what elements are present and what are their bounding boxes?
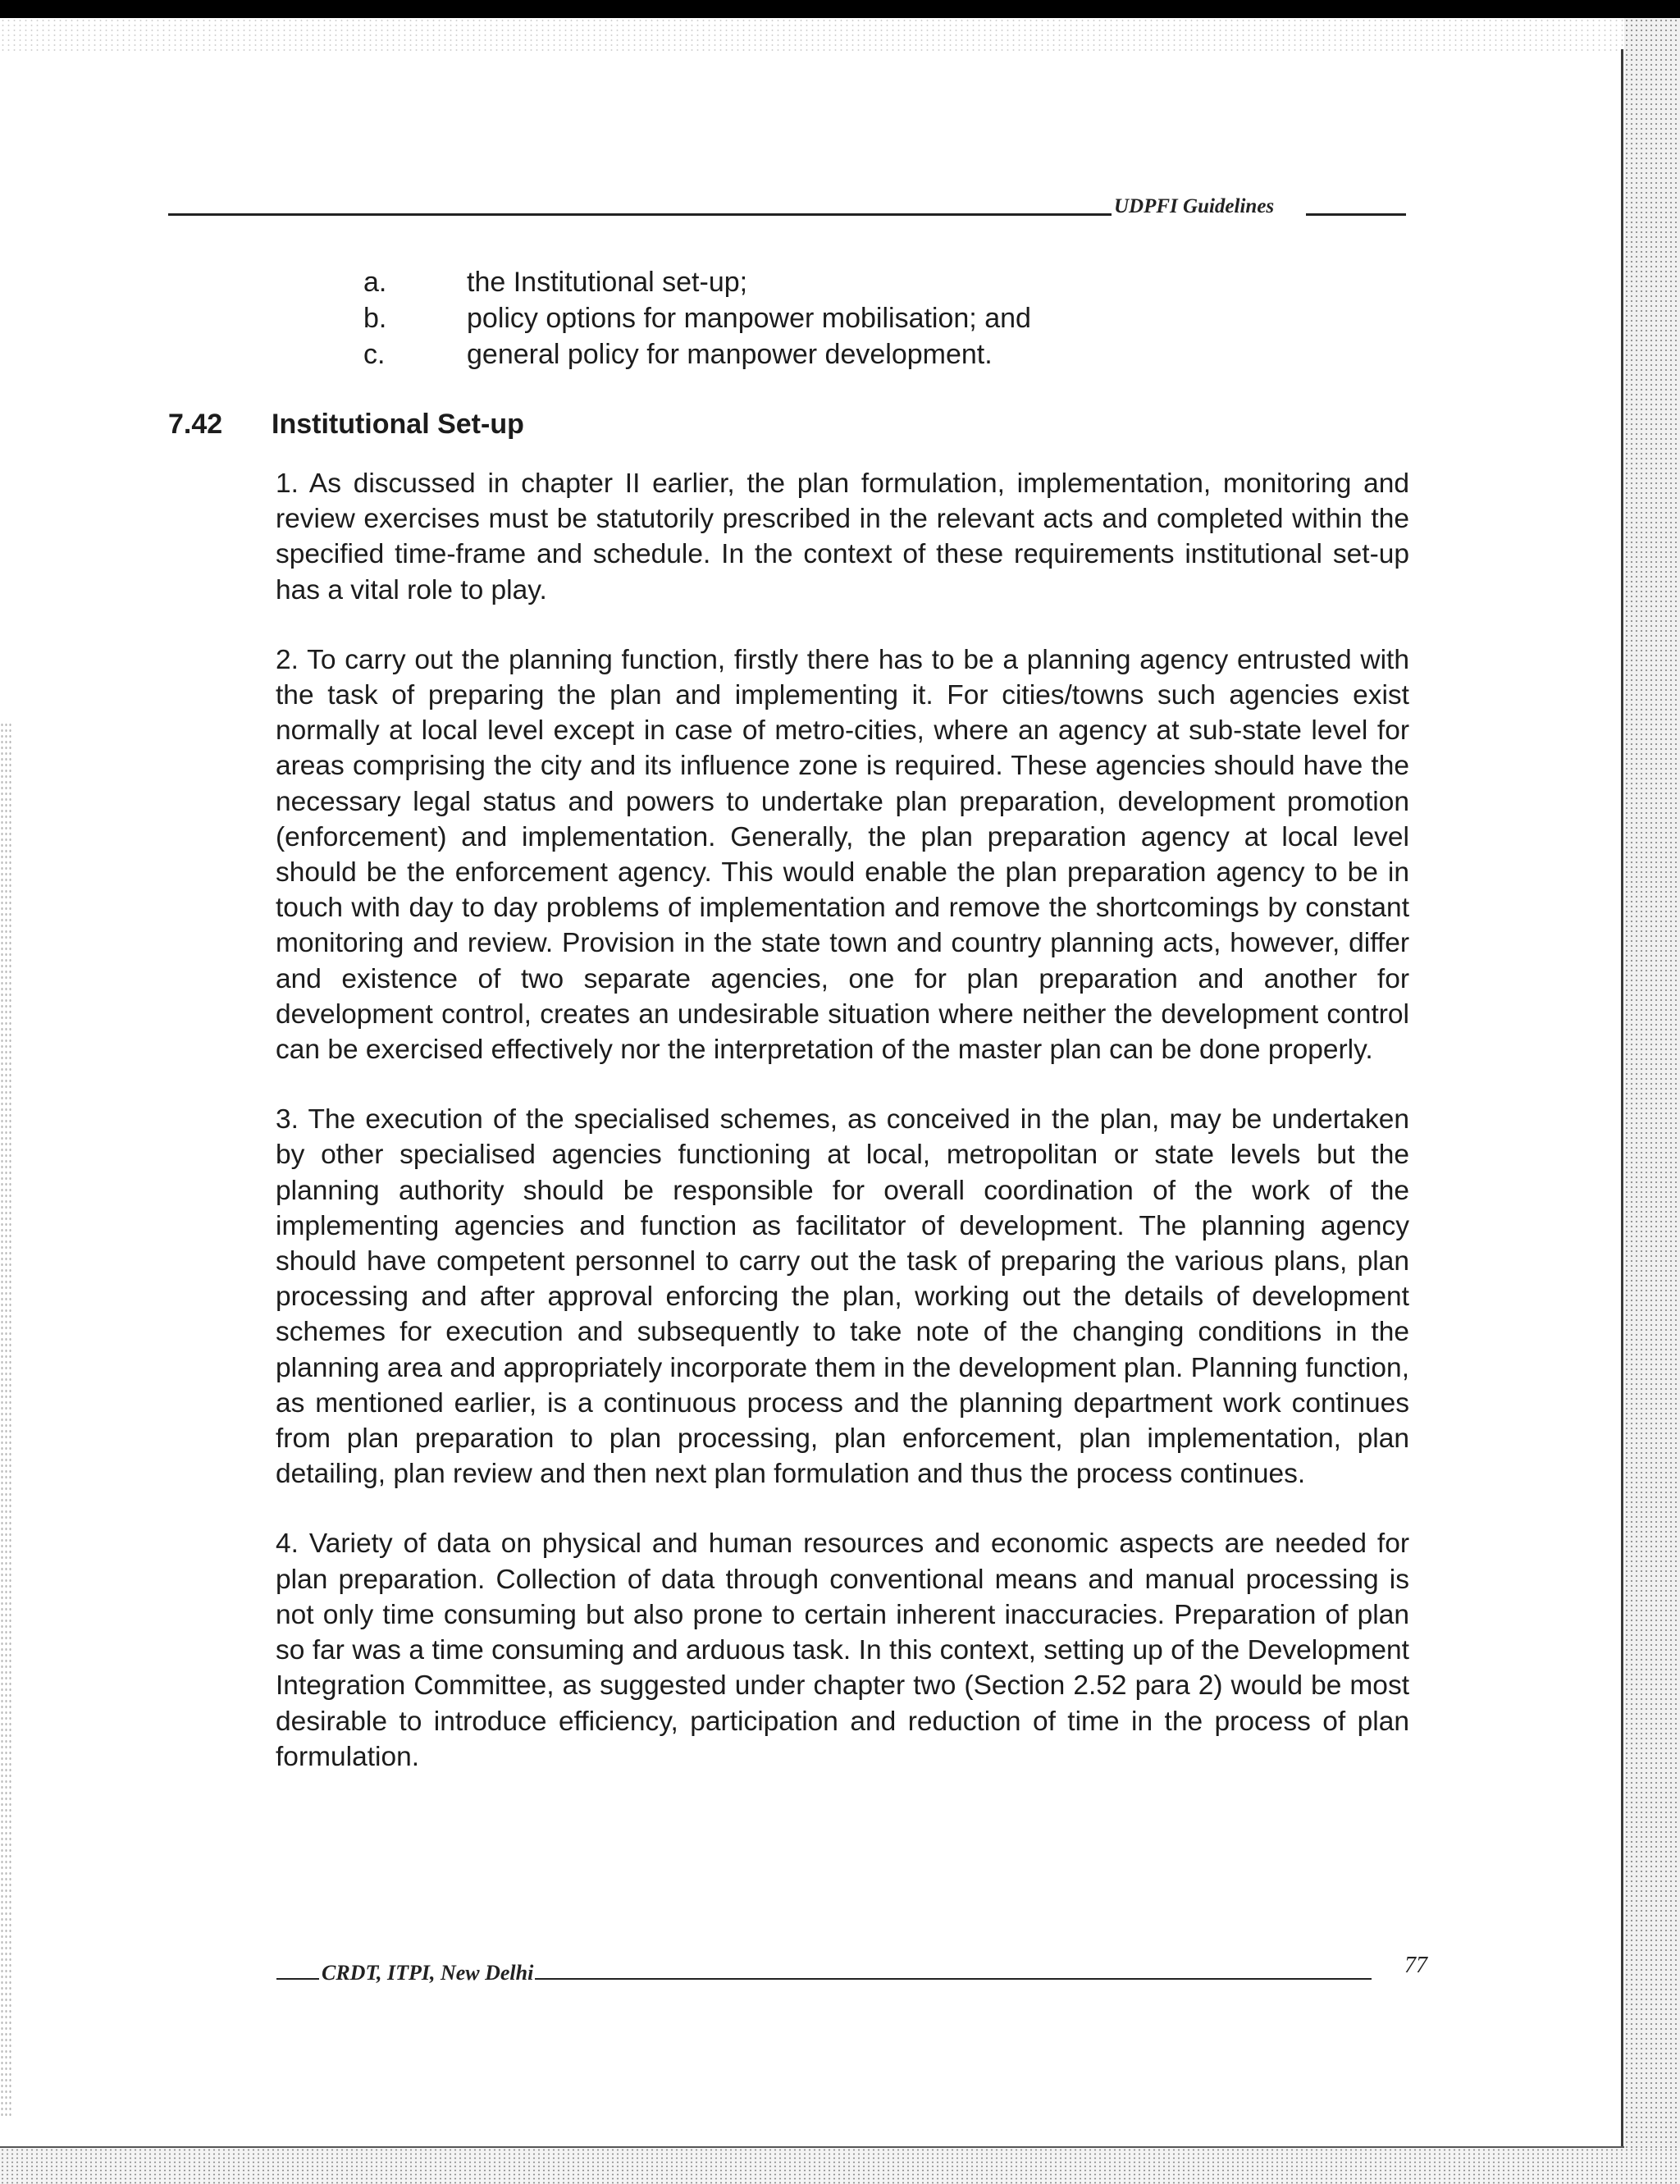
header-rule-tail — [1306, 213, 1406, 216]
footer-rule-lead — [276, 1978, 319, 1980]
scan-noise-top — [0, 18, 1680, 51]
section-heading — [168, 409, 524, 441]
section-body — [276, 466, 1409, 1809]
list-item-text: the Institutional set-up; — [467, 267, 748, 298]
page-number: 77 — [1404, 1953, 1427, 1978]
list-item-text: general policy for manpower development. — [467, 339, 993, 370]
intro-list — [363, 264, 1031, 372]
paragraph: 3. The execution of the specialised schemes, as conceived in the plan, may be undertaken by other specialised agencies functioning at local, metropolitan or state levels but the planning authority should be responsible for overall coordination of the work of the implementing agencies and function as facilitator of development. The planning agency should have competent personnel to carry out the task of preparing the various plans, plan processing and after approval enforcing the plan, working out the details of development schemes for execution and subsequently to take note of the changing conditions in the planning area and appropriately incorporate them in the development plan. Planning function, as mentioned earlier, is a continuous process and the planning department work continues from plan preparation to plan processing, plan enforcement, plan implementation, plan detailing, plan review and then next plan formulation and thus the process continues. — [276, 1104, 1409, 1490]
paragraph: 2. To carry out the planning function, firstly there has to be a planning agency entrusted with the task of preparing the plan and implementing it. For cities/towns such agencies exist normally at local level except in case of metro-cities, where an agency at sub-state level for areas comprising the city and its influence zone is required. These agencies should have the necessary legal status and powers to undertake plan preparation, development promotion (enforcement) and implementation. Generally, the plan preparation agency at local level should be the enforcement agency. This would enable the plan preparation agency to be in touch with day to day problems of implementation and remove the shortcomings by constant monitoring and review. Provision in the state town and country planning acts, however, differ and existence of two separate agencies, one for plan preparation and another for development control, creates an undesirable situation where neither the development control can be exercised effectively nor the interpretation of the master plan can be done properly. — [276, 644, 1409, 1066]
scan-border-right — [1624, 18, 1680, 2184]
footer-rule — [535, 1978, 1372, 1980]
list-item-text: policy options for manpower mobilisation; and — [467, 303, 1031, 334]
list-marker: b. — [363, 303, 387, 334]
page-edge-right — [1621, 49, 1623, 2166]
running-footer-title: CRDT, ITPI, New Delhi — [322, 1961, 534, 1985]
list-item — [363, 264, 1031, 300]
page-edge-bottom — [0, 2146, 1624, 2148]
paragraph: 1. As discussed in chapter II earlier, the plan formulation, implementation, monitoring and review exercises must be statutorily prescribed in the relevant acts and completed within the specified time-frame and schedule. In the context of these requirements institutional set-up has a vital role to play. — [276, 468, 1409, 605]
list-item — [363, 336, 1031, 372]
header-rule — [168, 213, 1112, 216]
list-marker: c. — [363, 339, 386, 370]
scan-border-bottom — [0, 2148, 1680, 2184]
section-title: Institutional Set-up — [272, 409, 524, 440]
list-marker: a. — [363, 267, 387, 298]
running-header-title: UDPFI Guidelines — [1114, 195, 1275, 217]
section-number: 7.42 — [168, 409, 223, 440]
scan-border-top — [0, 0, 1680, 18]
list-item — [363, 300, 1031, 336]
scan-noise-left — [0, 722, 13, 2117]
paragraph: 4. Variety of data on physical and human resources and economic aspects are needed for plan preparation. Collection of data through conventional means and manual processing is not only time consuming but also prone to certain inherent inaccuracies. Preparation of plan so far was a time consuming and arduous task. In this context, setting up of the Development Integration Committee, as suggested under chapter two (Section 2.52 para 2) would be most desirable to introduce efficiency, participation and reduction of time in the process of plan formulation. — [276, 1528, 1409, 1772]
